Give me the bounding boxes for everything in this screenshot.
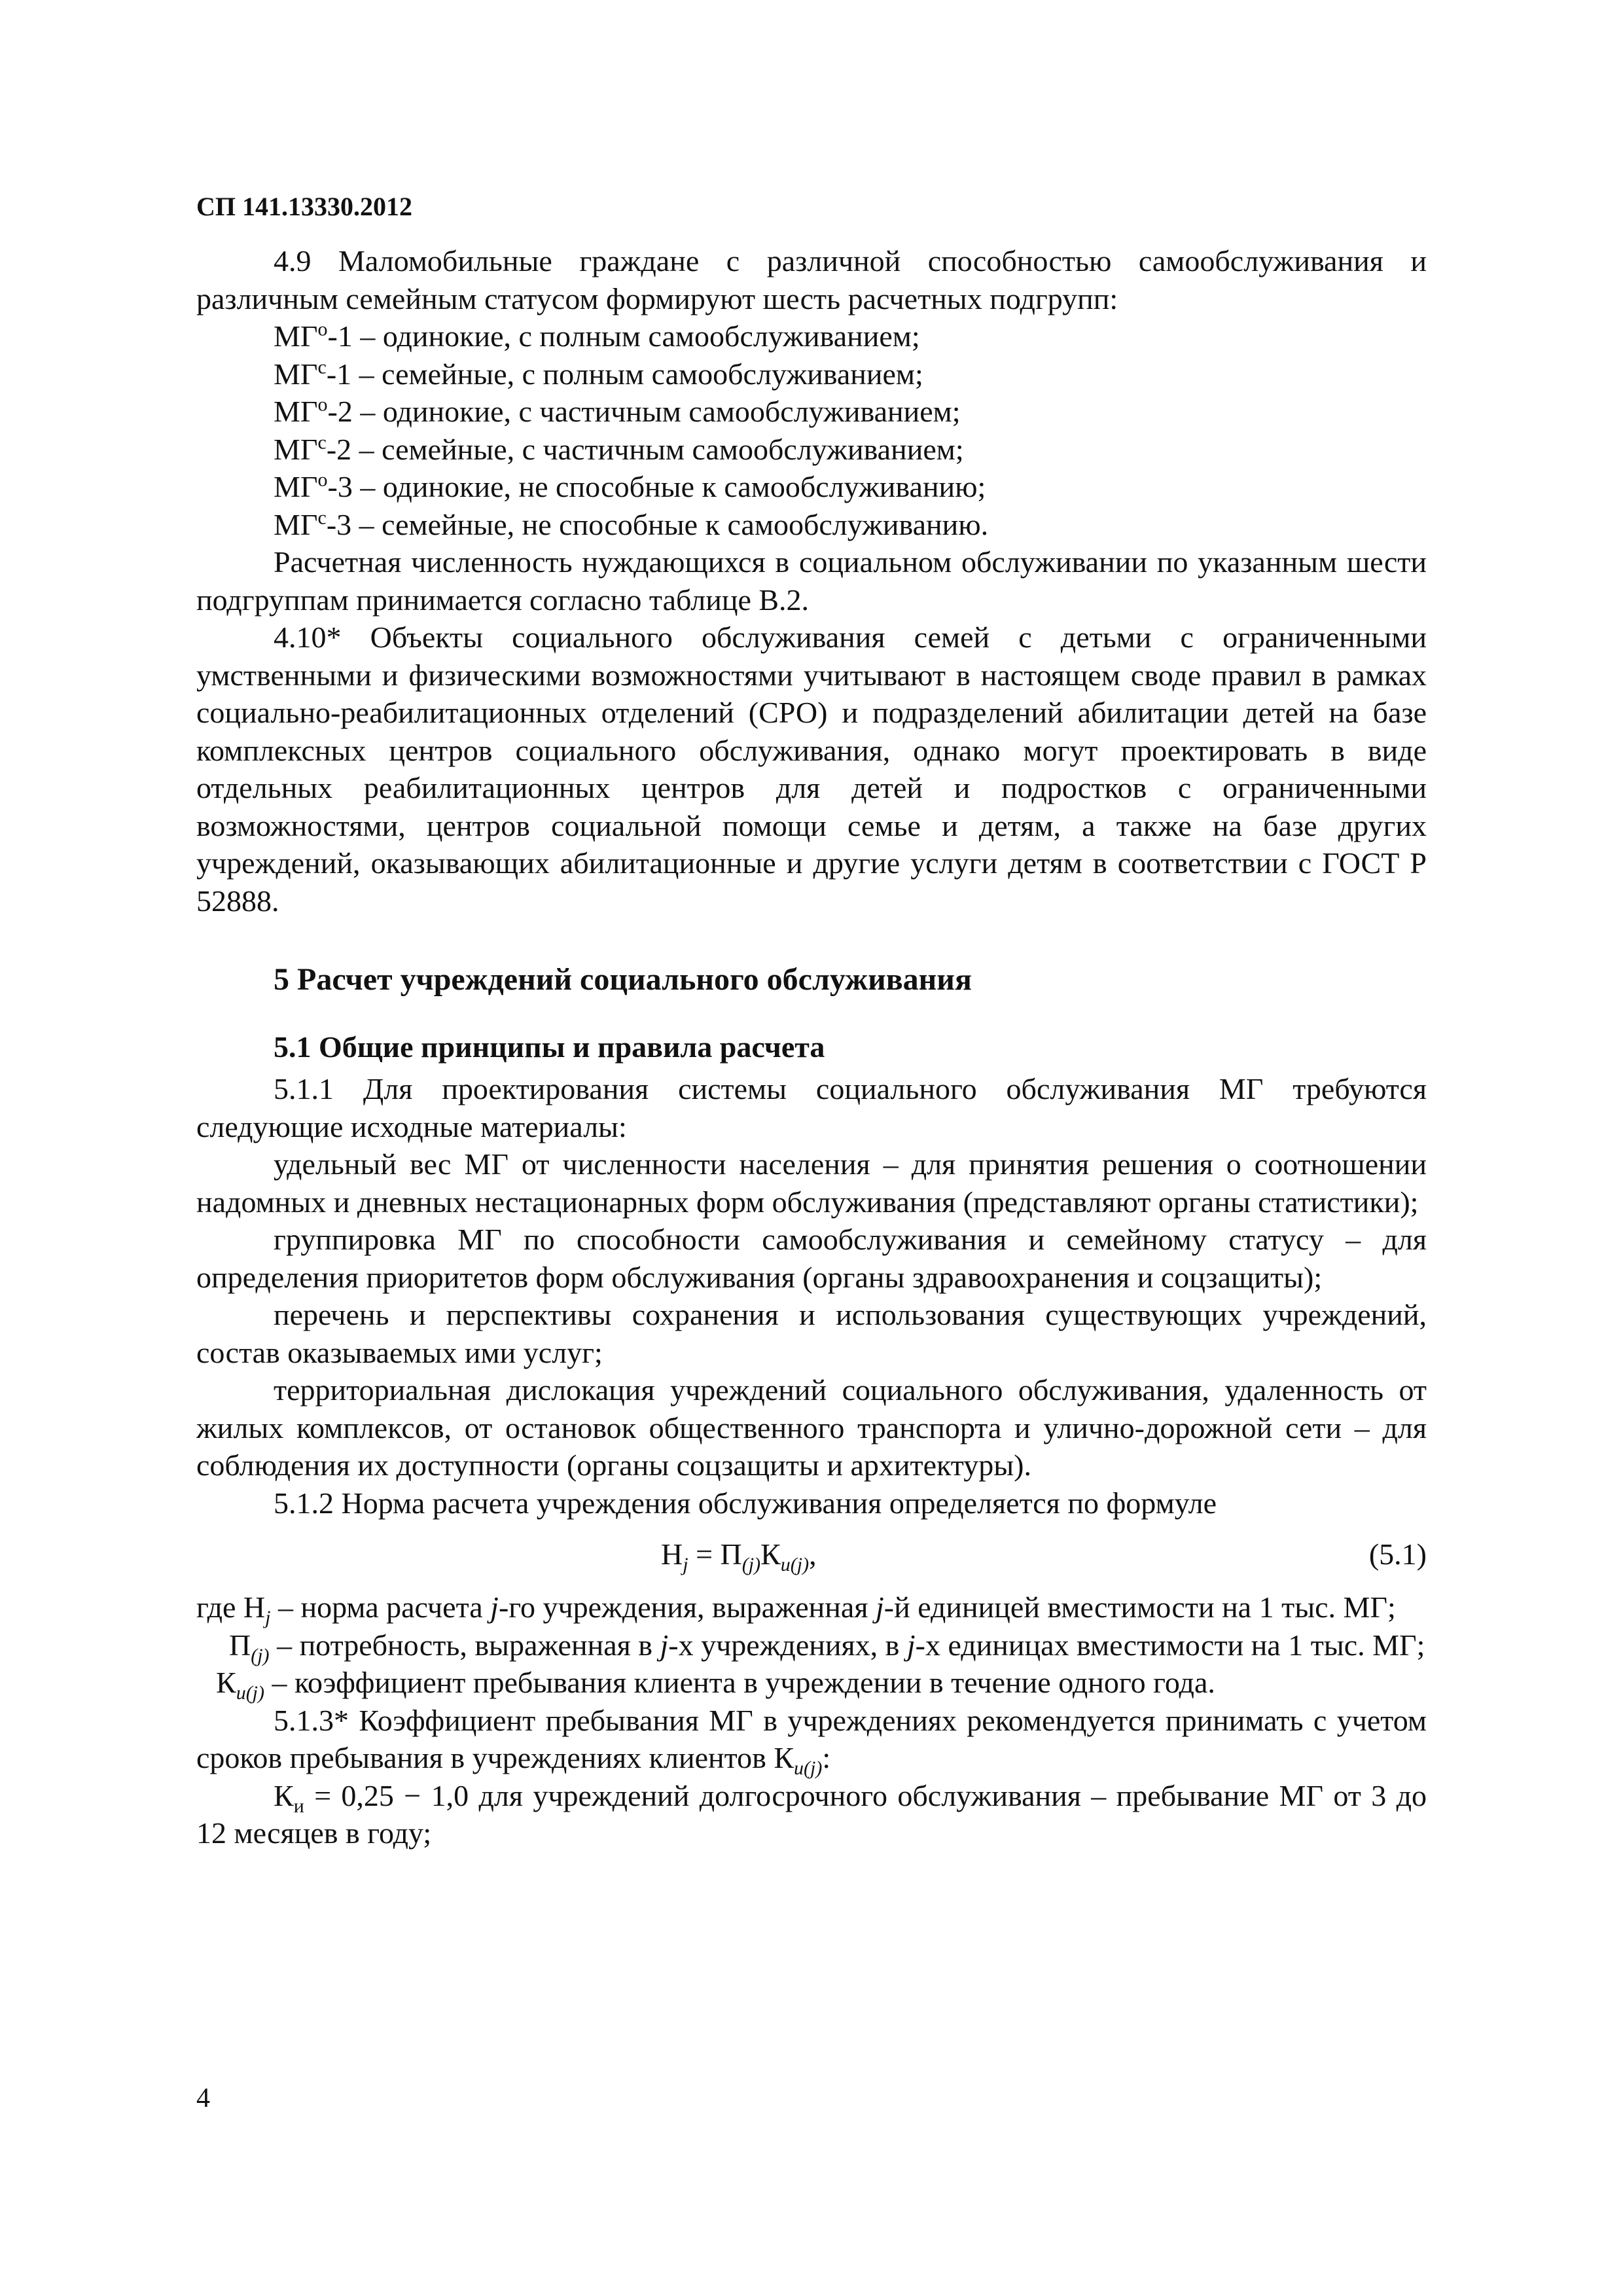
clause-4-10: 4.10* Объекты социального обслуживания семей с детьми с ограниченными умственными и физическими возможностями учитывают в настоящем своде правил в рамках социально-реабилитационных отделений (СРО) и подразделений абилитации детей на базе комплексных центров социального обслуживания, однако могут проектировать в виде отдельных реабилитационных центров для детей и подростков с ограниченными возможностями, центров социальной помощи семье и детям, а также на базе других учреждений, оказывающих абилитационные и другие услуги детям в соответствии с ГОСТ Р 52888. (196, 620, 1427, 918)
page-number: 4 (196, 2083, 210, 2113)
section-5-title: 5 Расчет учреждений социального обслуживания (274, 962, 972, 997)
document-code: СП 141.13330.2012 (196, 192, 412, 221)
document-page (196, 190, 1427, 1852)
where-definition: $П_{(j)}$ – потребность, выраженная в j-х учреждениях, в j-х единицах вместимости на 1 тыс. МГ; (229, 1628, 1425, 1666)
subgroup-list (196, 317, 1427, 543)
formula-5-1 (196, 1528, 1427, 1581)
coefficient-line: $К_и = 0,25 - 1,0$ для учреждений долгосрочного обслуживания – пребывание МГ от 3 до 12 месяцев в году; (196, 1778, 1427, 1850)
material-item: группировка МГ по способности самообслуживания и семейному статусу – для определения приоритетов форм обслуживания (органы здравоохранения и соцзащиты); (196, 1223, 1427, 1294)
clause-5-1-1: 5.1.1 Для проектирования системы социального обслуживания МГ требуются следующие исходные материалы: (196, 1072, 1427, 1143)
material-item: удельный вес МГ от численности населения – для принятия решения о соотношении надомных и дневных нестационарных форм обслуживания (представляют органы статистики); (196, 1147, 1427, 1219)
clause-4-9-intro: 4.9 Маломобильные граждане с различной способностью самообслуживания и различным семейным статусом формируют шесть расчетных подгрупп: (196, 244, 1427, 315)
list-item: $МГ^с-2$ – семейные, с частичным самообслуживанием; (274, 431, 964, 466)
list-item: $МГ^с-3$ – семейные, не способные к самообслуживанию. (274, 507, 989, 541)
formula-number: (5.1) (1368, 1537, 1427, 1571)
list-item: $МГ^о-2$ – одинокие, с частичным самообслуживанием; (274, 393, 961, 428)
clause-5-1-2: 5.1.2 Норма расчета учреждения обслуживания определяется по формуле (274, 1486, 1217, 1520)
list-item: $МГ^о-3$ – одинокие, не способные к самообслуживанию; (274, 469, 986, 503)
material-item: территориальная дислокация учреждений социального обслуживания, удаленность от жилых комплексов, от остановок общественного транспорта и улично-дорожной сети – для соблюдения их доступности (органы соцзащиты и архитектуры). (196, 1373, 1427, 1482)
subsection-5-1-title: 5.1 Общие принципы и правила расчета (274, 1030, 825, 1064)
formula-expression: $Н_j = П_{(j)}К_{и(j)}$, (661, 1537, 817, 1576)
material-item: перечень и перспективы сохранения и использования существующих учреждений, состав оказываемых ими услуг; (196, 1298, 1427, 1369)
list-item: $МГ^о-1$ – одинокие, с полным самообслуживанием; (274, 318, 920, 353)
where-definition: где $Н_j$ – норма расчета j-го учреждения, выраженная j-й единицей вместимости на 1 тыс. МГ; (196, 1590, 1396, 1629)
clause-4-9-closing: Расчетная численность нуждающихся в социальном обслуживании по указанным шести подгруппам принимается согласно таблице В.2. (196, 545, 1427, 617)
list-item: $МГ^с-1$ – семейные, с полным самообслуживанием; (274, 356, 923, 391)
clause-5-1-3: 5.1.3* Коэффициент пребывания МГ в учреждениях рекомендуется принимать с учетом сроков пребывания в учреждениях клиентов $К_{и(j)}$: (196, 1703, 1427, 1780)
where-definition: $К_{и(j)}$ – коэффициент пребывания клиента в учреждении в течение одного года. (216, 1666, 1215, 1704)
